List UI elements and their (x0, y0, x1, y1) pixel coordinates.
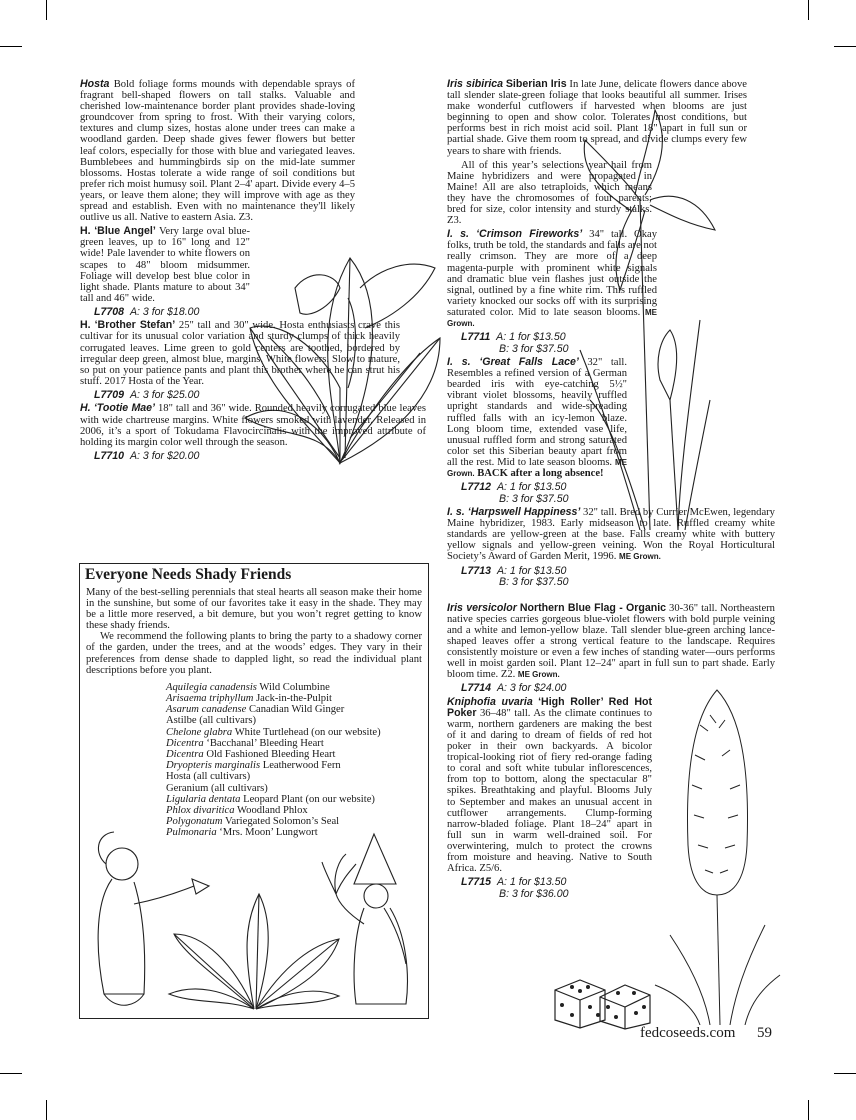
dice-illustration (550, 975, 655, 1030)
crop-mark (834, 46, 856, 47)
crop-mark (0, 1073, 22, 1074)
left-column (80, 79, 426, 464)
item-code: L7715 (461, 876, 492, 889)
plant-common-name: Siberian Iris (505, 78, 567, 90)
hosta-variety-entry (80, 320, 400, 387)
price-option-a: A: 1 for $13.50 (496, 331, 566, 344)
plant-description: In late June, delicate flowers dance above tall slender slate-green foliage that looks beautiful all summer. Irises make wonderful cutflowers if harvested when blooms are just beginning to open and show color. Tolerates most conditions, but performs best in rich moist acid soil. Plant 18" apart in full sun or partial shade. Give them room to spread, and divide clumps every few years to share with friends. (447, 79, 747, 157)
plant-list-item: Aquilegia canadensis Wild Columbine (166, 681, 330, 693)
crop-mark (834, 1073, 856, 1074)
plant-name: Iris versicolor (447, 601, 517, 614)
iris-variety-entry (447, 357, 627, 479)
plant-list-item: Chelone glabra White Turtlehead (on our website) (166, 726, 381, 738)
price-line (94, 390, 426, 402)
iris-note: All of this year’s selections year hail from Maine hybridizers and were propagated in Maine! All are also tetraploids, which means they have the chromosomes of four parents; bred for size, color intensity and sturdy stalks. Z3. (447, 159, 652, 227)
crop-mark (46, 0, 47, 20)
plant-description: 36–48" tall. As the climate continues to warm, northern gardeners are making the best of it and daring to dream of fields of red hot poker in their own backyards. A bicolor tropical-looking riot of fiery red-orange fading to coral and soft white tubular inflorescences, from top to bottom, along the spectacular 8" spikes. Breathtaking and playful. Blooms July to September and makes an unusual accent in cutflower arrangements. Clump-forming narrow-bladed foliage. Plant 18–24" apart in full sun in warm well-drained soil. For overwintering, mulch to protect the crowns from moisture and heaving. Native to South Africa. Z5/6. (447, 707, 653, 875)
price-option-a: A: 3 for $18.00 (129, 305, 200, 318)
kniphofia-entry (447, 697, 652, 875)
plant-name: Iris sibirica (447, 78, 504, 90)
plant-list-item: Pulmonaria ‘Mrs. Moon’ Lungwort (166, 827, 318, 839)
price-option-a: A: 3 for $20.00 (129, 449, 200, 462)
price-line (461, 877, 775, 900)
shady-plant-list (166, 682, 428, 839)
variety-name: I. s. ‘Crimson Fireworks’ (447, 228, 583, 241)
iris-species-entry (447, 603, 775, 681)
plant-list-item: Hosta (all cultivars) (166, 771, 251, 783)
variety-name: I. s. ‘Harpswell Happiness’ (447, 506, 581, 519)
me-grown-badge: ME Grown. (619, 552, 661, 562)
variety-description: 18" tall and 36" wide. Rounded heavily corrugated blue leaves with wide chartreuse margins. White flowers smoked with lavender. Released in 2006, it’s a sport of Tokudama Flavocircinalis with the improved attribute of holding its margin color well through the season. (80, 403, 426, 448)
price-option-b: B: 3 for $37.50 (499, 576, 569, 589)
variety-description: 32" tall. Bred by Currier McEwen, legendary Maine hybridizer, 1983. Early midseason to late. Ruffled creamy white standards are yellow-green at the base. Falls creamy white with buttery yellow signals and yellow-green veining. Won the Royal Horticultural Society’s Award of Garden Merit, 1996. (447, 507, 775, 563)
price-option-a: A: 1 for $13.50 (496, 564, 567, 577)
me-grown-badge: ME Grown. (447, 307, 657, 328)
price-option-a: A: 1 for $13.50 (496, 481, 567, 494)
plant-name: Kniphofia uvaria (447, 695, 533, 708)
variety-description: 25" tall and 30" wide. Hosta enthusiasts crave this cultivar for its unusual color variation and sturdy clumps of thick heavily corrugated leaves. Lime green to gold centers are toothed, bordered by irregular deep green, almost blue, margins. White flowers. Slow to mature, so put on your patience pants and plant this brother where he can strut his stuff. 2017 Hosta of the Year. (80, 320, 400, 387)
right-column (447, 79, 775, 902)
crop-mark (0, 46, 22, 47)
item-code: L7708 (94, 305, 125, 318)
variety-description: 34" tall. Okay folks, truth be told, the standards and falls are not really crimson. They are more of a deep magenta-purple with prominent white signals and dramatic blue vein flashes just outside the signal, outlined by a fine white rim. This ruffled variety knocked our socks off with its surprising saturated color. Mid to late season blooms. (447, 229, 657, 318)
box-recommendation: We recommend the following plants to bring the party to a shadowy corner of the garden, under the trees, and at the woods’ edges. They vary in their preferences from dense shade to dappled light, so read the individual plant descriptions before you plant. (86, 631, 422, 676)
plant-list-item: Polygonatum Variegated Solomon’s Seal (166, 816, 340, 828)
price-option-a: A: 3 for $25.00 (129, 388, 200, 401)
box-intro: Many of the best-selling perennials that steal hearts all season make their home in the sunshine, but some of our favorites take it easy in the shade. They may be a little more reserved, a bit demure, but you won’t regret getting to know these shady friends. (86, 587, 422, 632)
hosta-entry (80, 79, 355, 223)
hosta-variety-entry (80, 226, 250, 304)
price-option-a: A: 3 for $24.00 (496, 682, 567, 695)
variety-description: Very large oval blue-green leaves, up to 16" long and 12" wide! Pale lavender to white flowers on scapes to 48" bloom midsummer. Foliage will develop best blue color in light shade. Plants mature to about 34" tall and 46" wide. (80, 226, 251, 304)
variety-name: H. ‘Brother Stefan’ (80, 319, 176, 332)
price-option-b: B: 3 for $36.00 (499, 887, 569, 900)
price-option-b: B: 3 for $37.50 (499, 342, 569, 355)
price-line (461, 482, 775, 505)
item-code: L7714 (461, 682, 492, 695)
plant-name: Hosta (80, 78, 110, 90)
price-line (461, 683, 775, 695)
price-line (461, 566, 775, 589)
back-after-absence-note: BACK after a long absence! (477, 468, 604, 479)
variety-name: I. s. ‘Great Falls Lace’ (447, 356, 579, 369)
variety-description: 32" tall. Resembles a refined version of a German bearded iris with eye-catching 5½" vibrant violet blossoms, heavily ruffled upright standards and wide-spreading ruffled falls with an icy-lemon blaze. Long bloom time, extended vase life, unusual ruffled form and strong saturated color set this Siberian beauty apart from all the rest. Mid to late season blooms. (447, 357, 627, 468)
price-line (94, 307, 426, 319)
crop-mark (46, 1100, 47, 1120)
iris-variety-entry (447, 507, 775, 562)
page-number: 59 (757, 1025, 772, 1041)
footer-site: fedcoseeds.com (640, 1025, 736, 1041)
plant-list-item: Arisaema triphyllum Jack-in-the-Pulpit (166, 692, 332, 704)
me-grown-badge: ME Grown. (517, 670, 560, 680)
hosta-variety-entry (80, 403, 426, 447)
plant-list-item: Phlox divaritica Woodland Phlox (166, 804, 308, 816)
price-line (461, 332, 775, 355)
crop-mark (808, 1100, 809, 1120)
variety-name: H. ‘Tootie Mae’ (80, 402, 155, 415)
plant-description: Bold foliage forms mounds with dependable sprays of fragrant bell-shaped flowers on tall stalks. Valuable and cherished low-maintenance border plant provides shade-loving groundcover from spring to frost. With their varying colors, textures and clump sizes, hostas alone under trees can make a woodland garden. Deep shade gives fewer flowers but better leaf colors, especially for those with blue and variegated leaves. Bumblebees and hummingbirds sip on the mid-late summer blossoms. Hostas tolerate a wide range of soil conditions but prefer rich moist humusy soil. Plant 2–4' apart. Divide every 4–5 years, or leave them alone; they will improve with age as they spread and establish. Even with no maintenance they'll likely outlive us all. Native to eastern Asia. Z3. (80, 79, 355, 224)
plant-list-item: Geranium (all cultivars) (166, 782, 268, 794)
item-code: L7713 (461, 564, 492, 577)
plant-list-item: Dicentra ‘Bacchanal’ Bleeding Heart (166, 737, 324, 749)
plant-list-item: Dicentra Old Fashioned Bleeding Heart (166, 748, 336, 760)
variety-name: H. ‘Blue Angel’ (80, 225, 156, 238)
plant-list-item: Astilbe (all cultivars) (166, 715, 257, 727)
price-line (94, 451, 426, 463)
plant-list-item: Asarum canadense Canadian Wild Ginger (166, 704, 345, 716)
plant-list-item: Dryopteris marginalis Leatherwood Fern (166, 760, 341, 772)
plant-list-item: Ligularia dentata Leopard Plant (on our website) (166, 793, 375, 805)
plant-common-name: ‘High Roller’ Red Hot Poker (447, 695, 652, 719)
plant-common-name: Northern Blue Flag - Organic (519, 601, 667, 614)
iris-entry (447, 79, 747, 157)
crop-mark (808, 0, 809, 20)
iris-variety-entry (447, 229, 657, 329)
box-title: Everyone Needs Shady Friends (85, 566, 292, 583)
me-grown-badge: ME Grown. (447, 457, 627, 478)
item-code: L7712 (461, 481, 492, 494)
price-option-b: B: 3 for $37.50 (499, 492, 569, 505)
shady-friends-box (79, 563, 429, 1019)
price-option-a: A: 1 for $13.50 (496, 876, 567, 889)
item-code: L7709 (94, 388, 125, 401)
item-code: L7710 (94, 449, 125, 462)
gnomes-with-hosta-illustration (84, 824, 424, 1014)
plant-description: 30-36" tall. Northeastern native species carries gorgeous blue-violet flowers with bold purple veining and a white and lemon-yellow blaze. Tall slender blue-green arching lance-shaped leaves offer a strong vertical feature to the landscape. Requires consistently moisture or even a few inches of standing water—ours performs well in moist garden soil. Plant 12–24" apart in full sun to part shade. Early bloom time. Z2. (447, 602, 775, 681)
item-code: L7711 (461, 331, 491, 344)
